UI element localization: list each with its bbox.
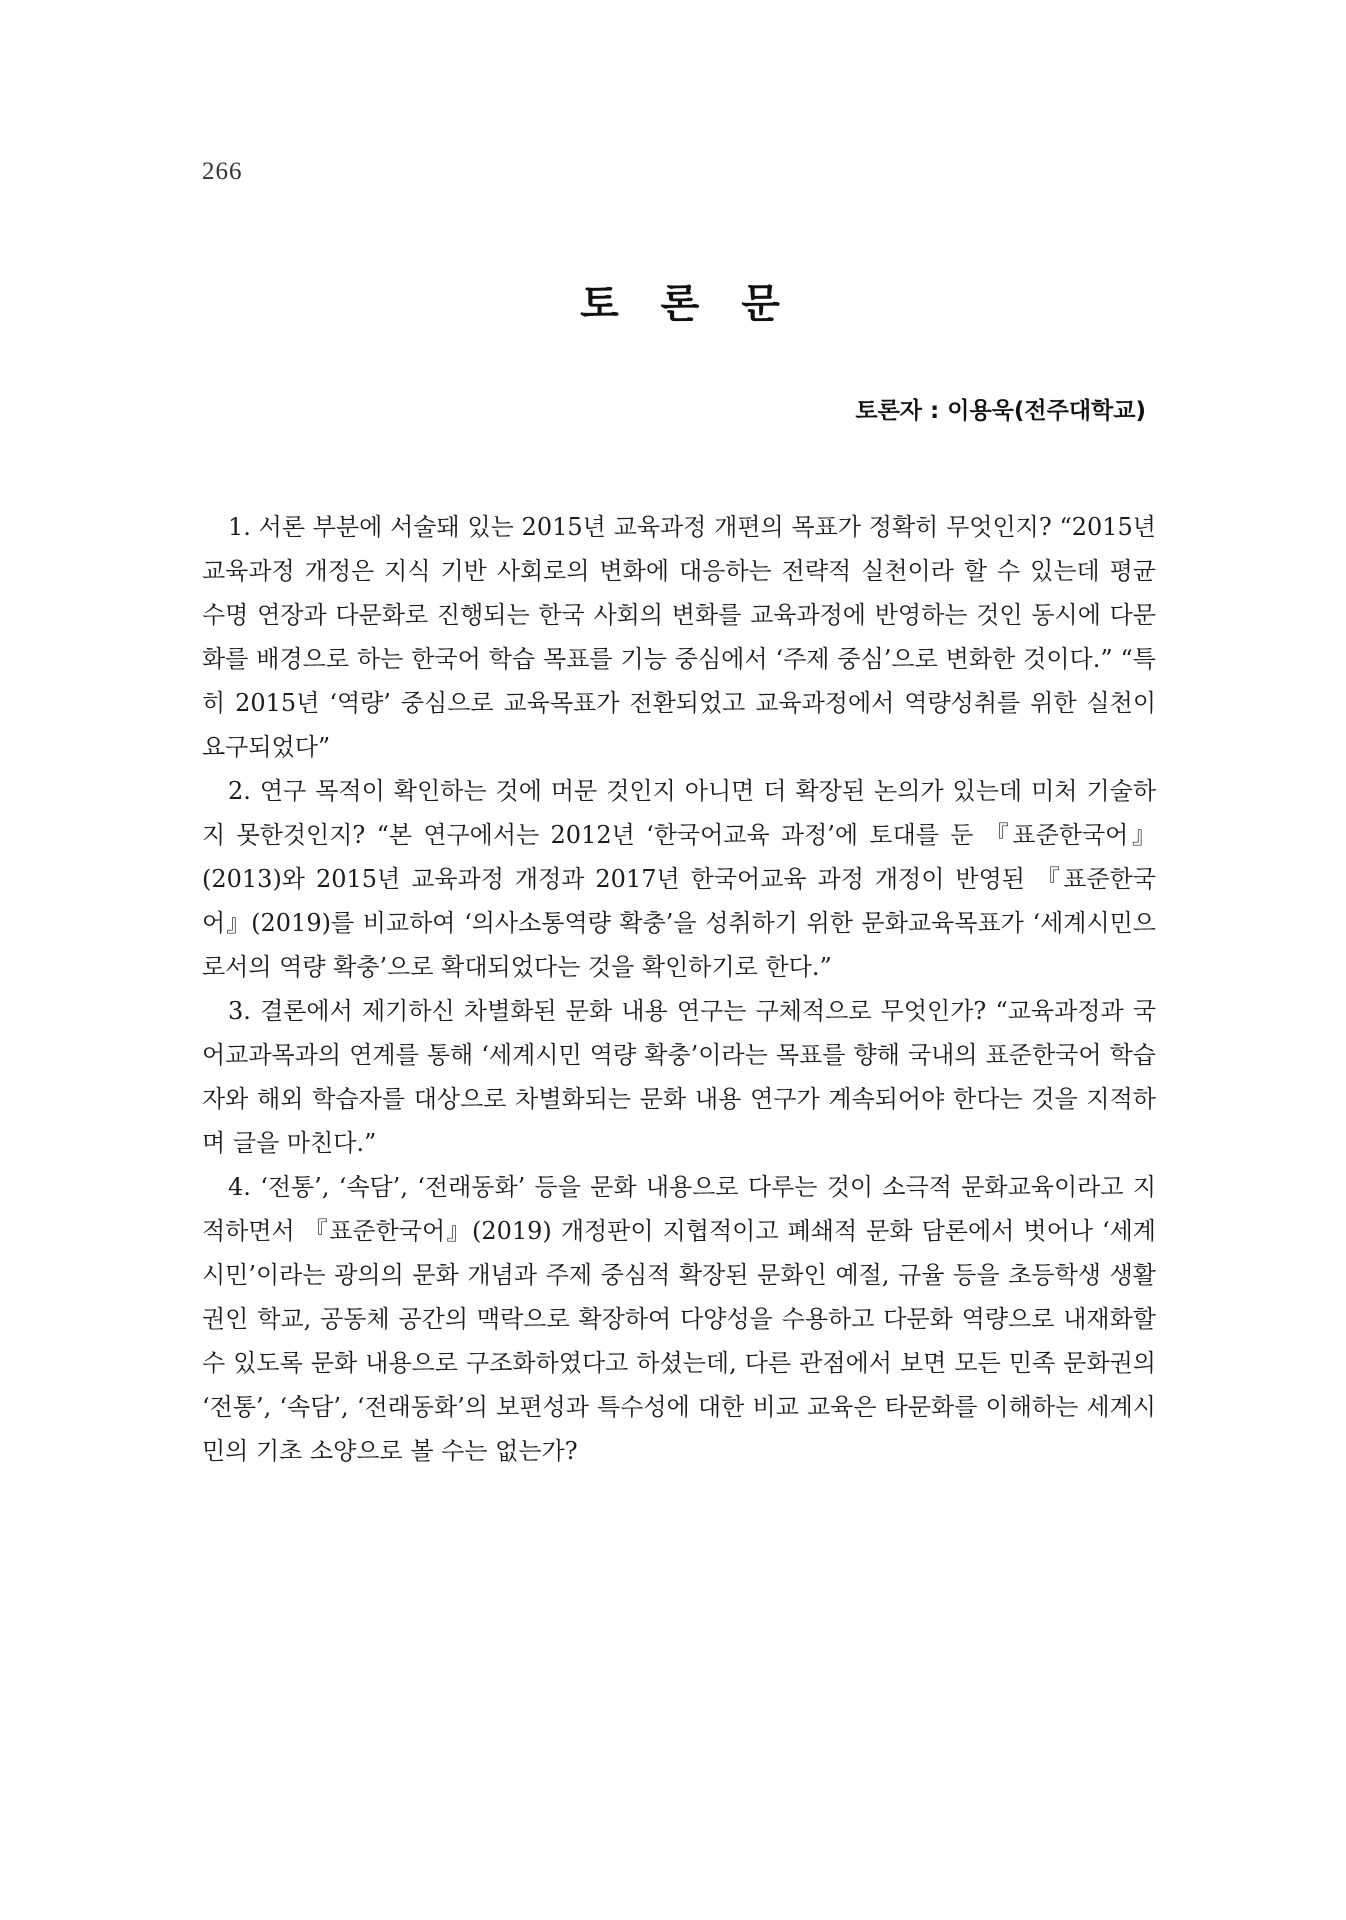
body-text xyxy=(202,505,1156,1473)
paragraph-2: 2. 연구 목적이 확인하는 것에 머문 것인지 아니면 더 확장된 논의가 있는데 미처 기술하지 못한것인지? “본 연구에서는 2012년 ‘한국어교육 과정’에 토대를 둔 『표준한국어』(2013)와 2015년 교육과정 개정과 2017년 한국어교육 과정 개정이 반영된 『표준한국어』(2019)를 비교하여 ‘의사소통역량 확충’을 성취하기 위한 문화교육목표가 ‘세계시민으로서의 역량 확충’으로 확대되었다는 것을 확인하기로 한다.” xyxy=(202,777,1156,981)
paragraph-4: 4. ‘전통’, ‘속담’, ‘전래동화’ 등을 문화 내용으로 다루는 것이 소극적 문화교육이라고 지적하면서 『표준한국어』(2019) 개정판이 지협적이고 폐쇄적 문화 담론에서 벗어나 ‘세계시민’이라는 광의의 문화 개념과 주제 중심적 확장된 문화인 예절, 규율 등을 초등학생 생활권인 학교, 공동체 공간의 맥락으로 확장하여 다양성을 수용하고 다문화 역량으로 내재화할 수 있도록 문화 내용으로 구조화하였다고 하셨는데, 다른 관점에서 보면 모든 민족 문화권의 ‘전통’, ‘속담’, ‘전래동화’의 보편성과 특수성에 대한 비교 교육은 타문화를 이해하는 세계시민의 기초 소양으로 볼 수는 없는가? xyxy=(202,1173,1156,1465)
page-title: 토 론 문 xyxy=(580,281,794,327)
page-number: 266 xyxy=(202,158,243,185)
discussant-byline: 토론자 : 이용욱(전주대학교) xyxy=(855,398,1146,424)
paragraph-3: 3. 결론에서 제기하신 차별화된 문화 내용 연구는 구체적으로 무엇인가? “교육과정과 국어교과목과의 연계를 통해 ‘세계시민 역량 확충’이라는 목표를 향해 국내의 표준한국어 학습자와 해외 학습자를 대상으로 차별화되는 문화 내용 연구가 계속되어야 한다는 것을 지적하며 글을 마친다.” xyxy=(202,997,1156,1157)
paragraph-1: 1. 서론 부분에 서술돼 있는 2015년 교육과정 개편의 목표가 정확히 무엇인지? “2015년 교육과정 개정은 지식 기반 사회로의 변화에 대응하는 전략적 실천이라 할 수 있는데 평균 수명 연장과 다문화로 진행되는 한국 사회의 변화를 교육과정에 반영하는 것인 동시에 다문화를 배경으로 하는 한국어 학습 목표를 기능 중심에서 ‘주제 중심’으로 변화한 것이다.” “특히 2015년 ‘역량’ 중심으로 교육목표가 전환되었고 교육과정에서 역량성취를 위한 실천이 요구되었다” xyxy=(202,513,1156,761)
